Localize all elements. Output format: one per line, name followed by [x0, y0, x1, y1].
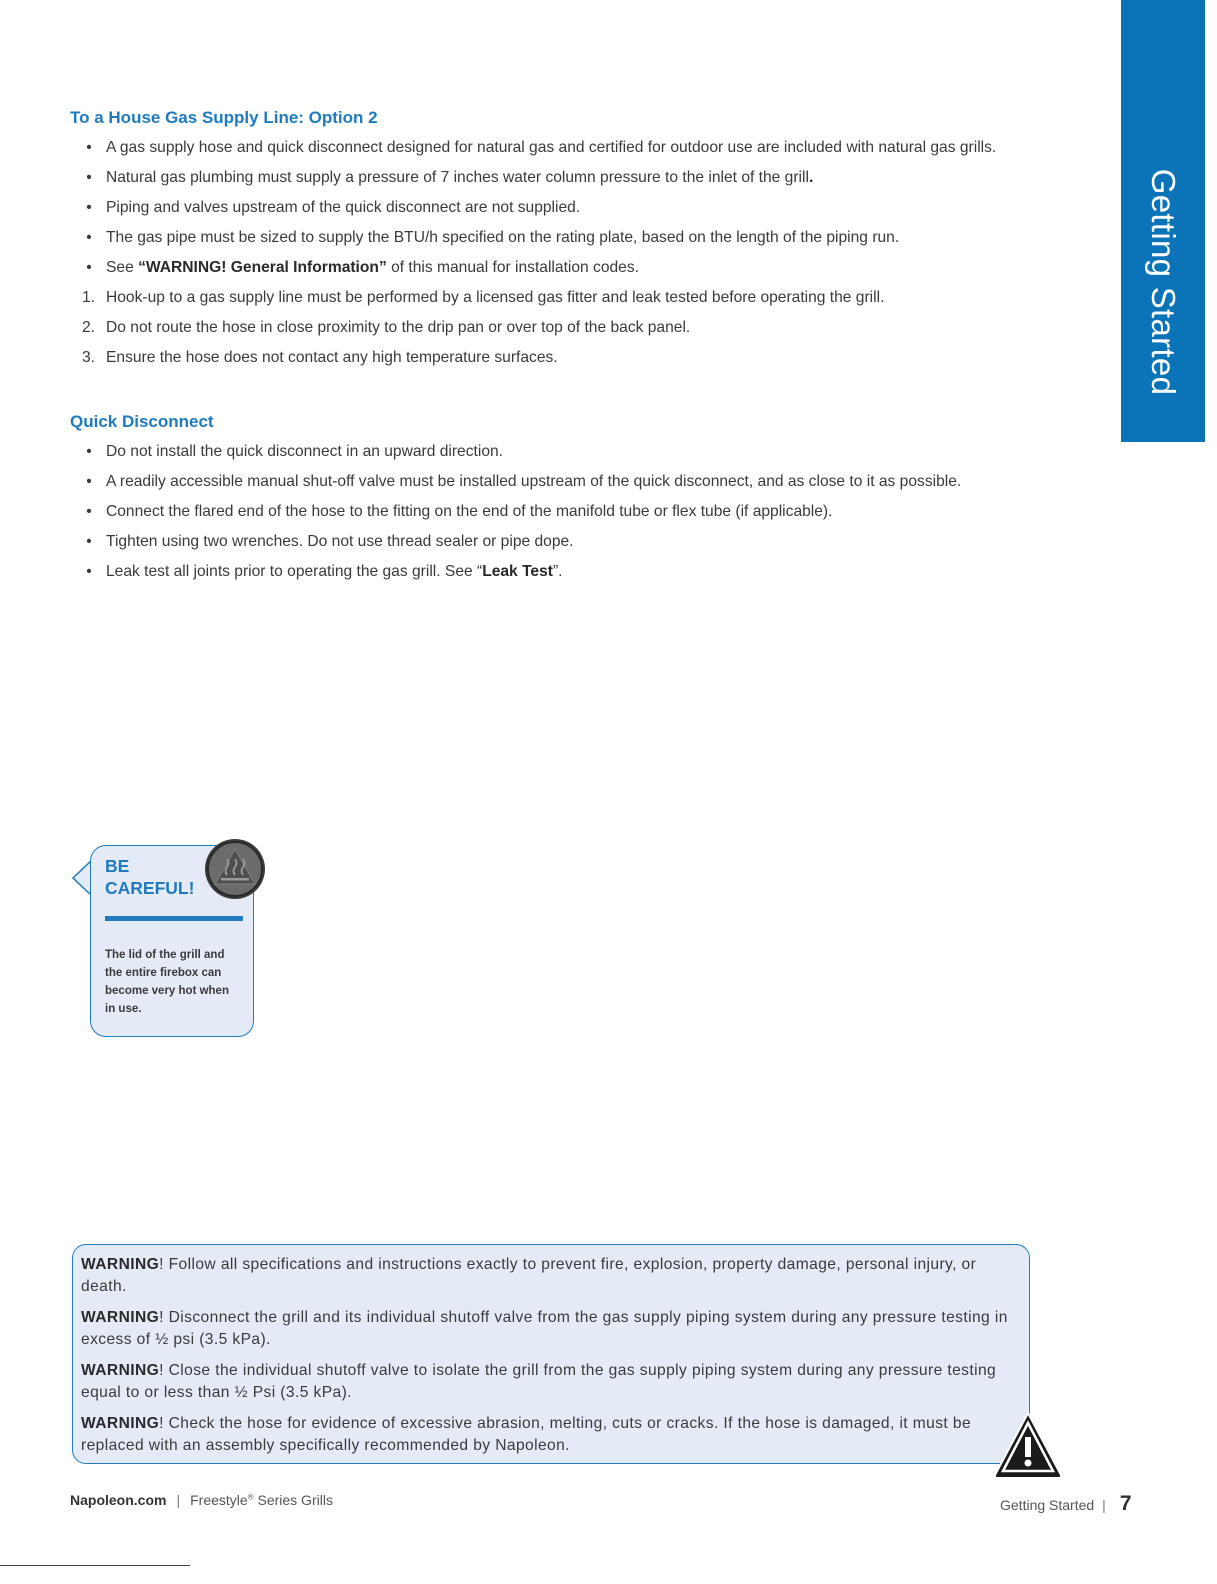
list-marker: • [86, 563, 92, 580]
list-marker: • [86, 259, 92, 276]
list-marker: • [86, 503, 92, 520]
section-side-tab [1121, 0, 1205, 442]
list-item [78, 318, 1068, 338]
section-title-quick-disconnect: Quick Disconnect [70, 412, 214, 431]
list-item-text: Leak test all joints prior to operating the gas grill. See “ [106, 563, 483, 580]
quick-disconnect-list [78, 442, 1068, 592]
warning-label: WARNING [81, 1362, 160, 1379]
hot-surface-icon [203, 837, 267, 901]
footer-separator: | [176, 1492, 181, 1508]
footer-left [70, 1492, 333, 1508]
list-item [78, 442, 1068, 462]
list-marker: • [86, 139, 92, 156]
footer-brand: Napoleon.com [70, 1492, 167, 1508]
warning-triangle-icon [991, 1409, 1065, 1481]
warning-box [72, 1244, 1030, 1464]
list-item [78, 288, 1068, 308]
list-marker: 3. [81, 349, 95, 366]
list-item [78, 228, 1068, 248]
list-item-bold: Leak Test [482, 563, 553, 580]
list-item-text: See [106, 259, 139, 276]
list-item-text: Connect the flared end of the hose to the fitting on the end of the manifold tube or flex tube (if applicable). [106, 503, 833, 520]
list-marker: • [86, 229, 92, 246]
list-item-text: Natural gas plumbing must supply a pressure of 7 inches water column pressure to the inlet of the grill [106, 169, 809, 186]
warning-text: ! Close the individual shutoff valve to isolate the grill from the gas supply piping system during any pressure testing equal to or less than ½ Psi (3.5 kPa). [81, 1362, 997, 1401]
page-number: 7 [1119, 1492, 1132, 1515]
callout-text: The lid of the grill and the entire firebox can become very hot when in use. [105, 949, 229, 1015]
footer-separator-right: | [1102, 1497, 1106, 1513]
list-item-text: A gas supply hose and quick disconnect designed for natural gas and certified for outdoor use are included with natural gas grills. [106, 139, 997, 156]
list-item [78, 168, 1068, 188]
warning-paragraph [81, 1254, 1017, 1298]
list-item-text: A readily accessible manual shut-off valve must be installed upstream of the quick disconnect, and as close to it as possible. [106, 473, 962, 490]
warning-paragraph [81, 1307, 1017, 1351]
registered-mark: ® [247, 1492, 254, 1502]
warning-text: ! Check the hose for evidence of excessive abrasion, melting, cuts or cracks. If the hose is damaged, it must be replaced with an assembly specifically recommended by Napoleon. [81, 1415, 972, 1454]
list-item-text: Do not route the hose in close proximity to the drip pan or over top of the back panel. [106, 319, 691, 336]
list-marker: • [86, 199, 92, 216]
gas-supply-list [78, 138, 1068, 378]
list-marker: • [86, 533, 92, 550]
list-item-text: Tighten using two wrenches. Do not use thread sealer or pipe dope. [106, 533, 574, 550]
side-tab-label: Getting Started [1145, 168, 1182, 396]
list-marker: 2. [81, 319, 95, 336]
callout-divider [105, 916, 243, 921]
footer-section: Getting Started [1000, 1497, 1095, 1513]
warning-text: ! Follow all specifications and instructions exactly to prevent fire, explosion, property damage, personal injury, or death. [81, 1256, 977, 1295]
list-item-text-after: of this manual for installation codes. [386, 259, 639, 276]
list-item-text: Piping and valves upstream of the quick disconnect are not supplied. [106, 199, 581, 216]
list-item-text: Ensure the hose does not contact any high temperature surfaces. [106, 349, 558, 366]
list-item-text-after: ”. [552, 563, 563, 580]
list-item [78, 472, 1068, 492]
footer-product-suffix: Series Grills [253, 1492, 333, 1508]
footer-right [1000, 1492, 1132, 1516]
list-item-text: Do not install the quick disconnect in an upward direction. [106, 443, 504, 460]
list-marker: 1. [81, 289, 95, 306]
list-item [78, 258, 1068, 278]
list-item [78, 502, 1068, 522]
list-item [78, 348, 1068, 368]
section-title-gas-supply: To a House Gas Supply Line: Option 2 [70, 108, 378, 127]
warning-paragraph [81, 1413, 1017, 1457]
list-item-text: The gas pipe must be sized to supply the BTU/h specified on the rating plate, based on the length of the piping run. [106, 229, 900, 246]
list-item [78, 138, 1068, 158]
list-item [78, 562, 1068, 582]
list-marker: • [86, 169, 92, 186]
warning-label: WARNING [81, 1309, 160, 1326]
warning-paragraph [81, 1360, 1017, 1404]
callout-title: BE CAREFUL! [105, 856, 195, 898]
list-item [78, 532, 1068, 552]
warning-text: ! Disconnect the grill and its individual shutoff valve from the gas supply piping system during any pressure testing in excess of ½ psi (3.5 kPa). [81, 1309, 1008, 1348]
callout-pointer [72, 858, 92, 898]
list-item-text: Hook-up to a gas supply line must be performed by a licensed gas fitter and leak tested before operating the grill. [106, 289, 885, 306]
list-item-bold: “WARNING! General Information” [138, 259, 387, 276]
list-marker: • [86, 473, 92, 490]
warning-label: WARNING [81, 1415, 160, 1432]
list-item [78, 198, 1068, 218]
list-item-bold: . [808, 169, 814, 186]
bottom-rule [0, 1565, 190, 1566]
list-marker: • [86, 443, 92, 460]
footer-product: Freestyle [190, 1492, 248, 1508]
warning-label: WARNING [81, 1256, 160, 1273]
